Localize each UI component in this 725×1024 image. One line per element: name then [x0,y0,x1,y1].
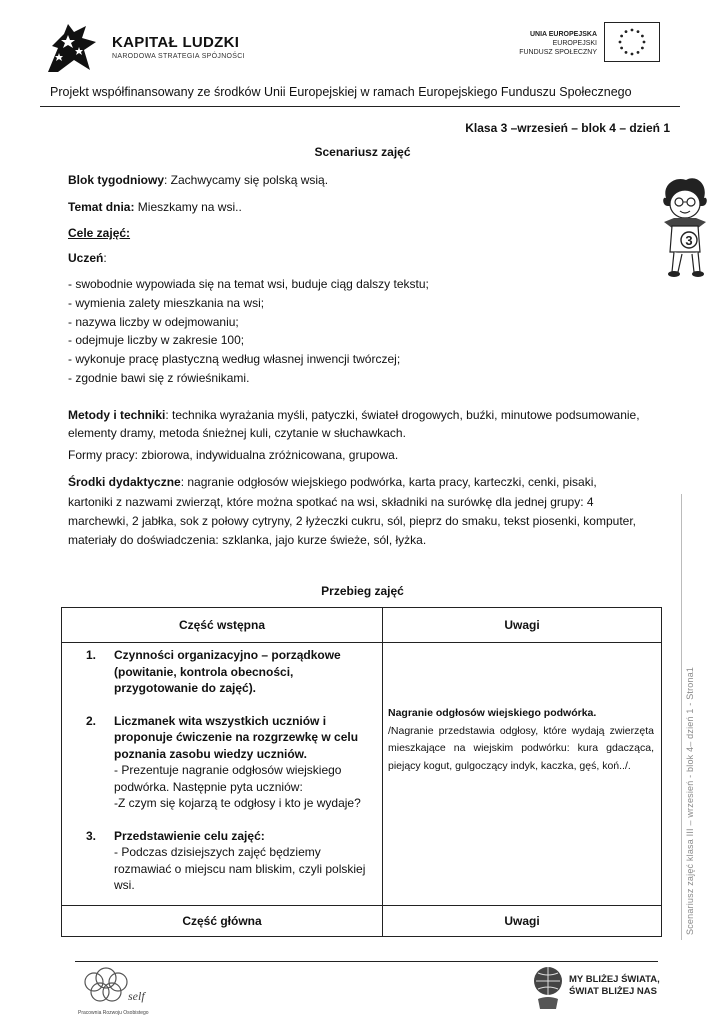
blok-label: Blok tygodniowy [68,173,164,187]
srodki-line-4: materiały do doświadczenia: szklanka, jajo kurze świeże, sól, łyżka. [68,533,427,547]
self-logo-word: self [128,989,145,1003]
step-2-line-3: poznania zasobu wiedzy uczniów. [114,746,307,761]
step-3-number: 3. [86,828,97,843]
cele-label: Cele zajęć: [68,226,131,240]
uczen-colon: : [103,251,107,265]
table-foot-left: Część główna [182,914,262,928]
table-head-right: Uwagi [504,618,540,632]
eu-star [619,41,622,44]
temat-label: Temat dnia: [68,200,135,214]
mascot-number: 3 [685,233,693,248]
notes-title: Nagranie odgłosów wiejskiego podwórka. [388,707,597,719]
eu-star [631,53,634,56]
objective-item: - zgodnie bawi się z rówieśnikami. [68,370,250,385]
step-2-line-2: proponuje ćwiczenie na rozgrzewkę w celu [114,730,359,744]
step-3-line-3: rozmawiać o miejscu nam bliskim, czyli polskiej [114,861,366,876]
eu-star [620,35,623,38]
table-foot-right: Uwagi [504,914,540,928]
step-3 [86,828,376,894]
document-title: Scenariusz zajęć [314,145,411,159]
project-funding-line: Projekt współfinansowany ze środków Unii Europejskiej w ramach Europejskiego Funduszu Społecznego [50,85,632,99]
table-head-left: Część wstępna [178,618,266,632]
intro-steps-cell [86,647,376,894]
slogan-line-1: MY BLIŻEJ ŚWIATA, [569,974,660,985]
globe-hand-icon [532,965,564,1011]
kapital-ludzki-subtitle: NARODOWA STRATEGIA SPÓJNOŚCI [112,53,245,60]
footer-slogan [569,974,660,998]
step-3-line-1: Przedstawienie celu zajęć: [114,828,265,843]
self-logo-icon [76,964,156,1016]
uczen-label: Uczeń [68,251,104,265]
objectives-list [68,275,429,388]
side-page-label: Scenariusz zajęć klasa III – wrzesień - blok 4– dzień 1 - Strona1 [685,666,695,935]
eu-star [637,30,640,33]
eu-line-2: EUROPEJSKI [552,40,597,47]
eu-line-1: UNIA EUROPEJSKA [529,31,597,38]
metody-line-2: elementy dramy, metoda śnieżnej kuli, czytanie w słuchawkach. [68,426,406,440]
eu-fund-label [519,30,597,57]
table-header-divider [62,642,661,643]
przebieg-heading: Przebieg zajęć [321,584,404,598]
self-caption: Pracownia Rozwoju Osobistego [78,1010,149,1016]
srodki-label: Środki dydaktyczne [68,475,181,489]
step-2-line-4: - Prezentuje nagranie odgłosów wiejskiego [114,763,342,777]
objective-item: - odejmuje liczby w zakresie 100; [68,333,245,348]
metody-text-1: : technika wyrażania myśli, patyczki, świateł drogowych, buźki, minutowe podsumowanie, [165,408,640,422]
footer-divider [75,961,658,962]
notes-text: /Nagranie przedstawia odgłosy, które wydają zwierzęta mieszkające na wiejskim podwórku: kura gdacząca, piejący kogut, gulgoczący indyk, kaczka, gęś, koń../. [388,724,654,772]
metody-line-1 [68,406,640,424]
objective-item: - wykonuje pracę plastyczną według własnej inwencji twórczej; [68,352,401,367]
step-1-number: 1. [86,648,97,662]
step-1-line-2: (powitanie, kontrola obecności, [114,664,294,679]
class-date-heading: Klasa 3 –wrzesień – blok 4 – dzień 1 [465,121,670,135]
notes-cell [388,705,654,775]
header-divider [40,106,680,107]
step-2-number: 2. [86,713,97,728]
lesson-table [61,607,662,937]
objective-item: - wymienia zalety mieszkania na wsi; [68,295,265,310]
eu-star [643,41,646,44]
step-2-line-1: Liczmanek wita wszystkich uczniów i [114,713,327,728]
eu-flag-icon [604,22,660,62]
eu-star [641,47,644,50]
eu-star [625,51,628,54]
eu-star [631,29,634,32]
uczen-line [68,249,107,267]
eu-star [637,51,640,54]
kapital-ludzki-logo-icon [44,20,102,76]
metody-label: Metody i techniki [68,408,166,422]
eu-line-3: FUNDUSZ SPOŁECZNY [519,49,597,56]
eu-star [641,35,644,38]
eu-star [620,47,623,50]
step-2-line-6: -Z czym się kojarzą te odgłosy i kto je wydaje? [114,796,361,810]
step-1-line-1: Czynności organizacyjno – porządkowe [114,648,341,662]
step-1 [86,647,376,697]
step-2 [86,713,376,812]
step-3-line-2: - Podczas dzisiejszych zajęć będziemy [114,845,321,859]
side-divider [681,494,682,940]
table-column-divider [382,608,383,936]
objective-item: - swobodnie wypowiada się na temat wsi, buduje ciąg dalszy tekstu; [68,277,429,291]
mascot-boy-icon [658,176,710,280]
blok-value: : Zachwycamy się polską wsią. [164,173,329,187]
srodki-line-2: kartoniki z nazwami zwierząt, które można spotkać na wsi, składniki na surówkę dla jednej grupy: 4 [68,495,594,509]
slogan-line-2: ŚWIAT BLIŻEJ NAS [569,986,657,997]
srodki-line-1 [68,473,597,491]
step-1-line-3: przygotowanie do zajęć). [114,681,257,695]
step-3-line-4: wsi. [114,878,135,892]
temat-value: Mieszkamy na wsi.. [134,200,242,214]
kapital-ludzki-title: KAPITAŁ LUDZKI [112,34,240,51]
objective-item: - nazywa liczby w odejmowaniu; [68,314,239,329]
table-footer-divider [62,905,661,906]
step-2-line-5: podwórka. Następnie pyta uczniów: [114,779,303,794]
blok-line [68,171,328,189]
srodki-line-3: marchewki, 2 jabłka, sok z połowy cytryny, 2 łyżeczki cukru, sól, pieprz do smaku, tekst piosenki, komputer, [68,514,636,528]
formy-line: Formy pracy: zbiorowa, indywidualna zróżnicowana, grupowa. [68,448,399,462]
temat-line [68,198,242,216]
srodki-text-1: : nagranie odgłosów wiejskiego podwórka, karta pracy, karteczki, cenki, pisaki, [180,475,597,489]
eu-star [625,30,628,33]
